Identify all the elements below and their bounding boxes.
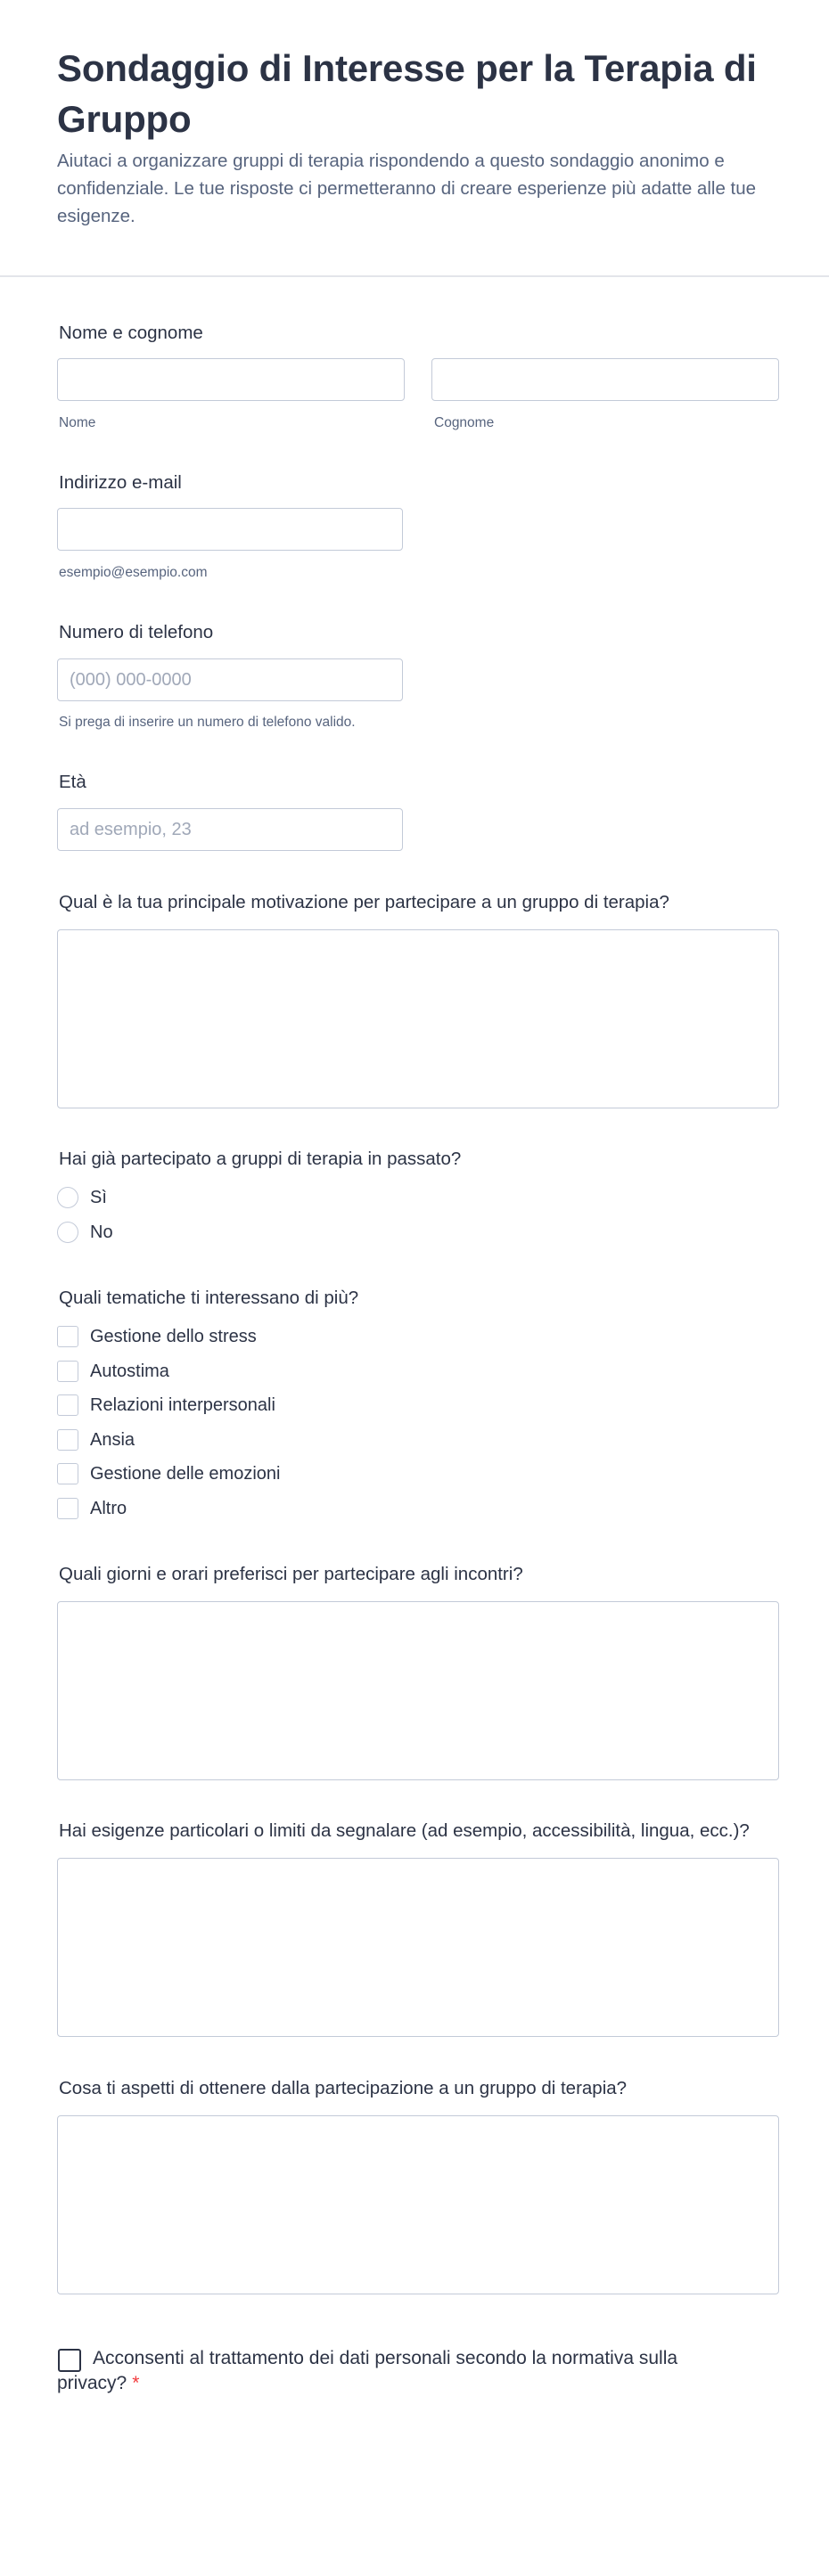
header-divider	[0, 275, 829, 277]
checkbox-option-label: Gestione delle emozioni	[90, 1464, 281, 1484]
form-header	[57, 43, 770, 230]
first-name-sublabel: Nome	[59, 415, 96, 430]
expectations-textarea[interactable]	[57, 2115, 779, 2294]
checkbox-option-label: Autostima	[90, 1362, 169, 1381]
checkbox-option-label: Ansia	[90, 1430, 135, 1450]
first-name-input[interactable]	[57, 358, 405, 401]
checkbox[interactable]	[57, 1429, 78, 1451]
needs-textarea[interactable]	[57, 1858, 779, 2037]
consent-label-text: Acconsenti al trattamento dei dati personali secondo la normativa sulla privacy?	[57, 2348, 678, 2393]
last-name-sublabel: Cognome	[434, 415, 495, 430]
topics-label: Quali tematiche ti interessano di più?	[59, 1288, 359, 1308]
motivation-label: Qual è la tua principale motivazione per partecipare a un gruppo di terapia?	[59, 892, 669, 912]
motivation-textarea[interactable]	[57, 929, 779, 1108]
radio-button[interactable]	[57, 1187, 78, 1208]
phone-sublabel: Si prega di inserire un numero di telefono valido.	[59, 715, 356, 730]
radio-button[interactable]	[57, 1222, 78, 1243]
age-label: Età	[59, 772, 86, 792]
radio-option-label: No	[90, 1223, 113, 1242]
email-input[interactable]	[57, 508, 403, 551]
age-input[interactable]	[57, 808, 403, 851]
phone-input[interactable]	[57, 658, 403, 701]
email-sublabel: esempio@esempio.com	[59, 565, 208, 580]
last-name-input[interactable]	[431, 358, 779, 401]
checkbox[interactable]	[57, 1463, 78, 1484]
form-description: Aiutaci a organizzare gruppi di terapia rispondendo a questo sondaggio anonimo e confidenziale. Le tue risposte ci permetteranno di creare esperienze più adatte alle tue esigenze.	[57, 151, 757, 226]
radio-option-label: Sì	[90, 1188, 107, 1207]
expectations-label: Cosa ti aspetti di ottenere dalla partecipazione a un gruppo di terapia?	[59, 2078, 628, 2098]
full-name-label: Nome e cognome	[59, 323, 203, 343]
checkbox[interactable]	[57, 1498, 78, 1519]
form-title: Sondaggio di Interesse per la Terapia di Gruppo	[57, 47, 757, 140]
checkbox-option-label: Altro	[90, 1499, 127, 1518]
phone-label: Numero di telefono	[59, 622, 214, 642]
checkbox[interactable]	[57, 1394, 78, 1416]
required-mark: *	[132, 2373, 140, 2393]
checkbox-option-label: Gestione dello stress	[90, 1327, 257, 1346]
schedule-textarea[interactable]	[57, 1601, 779, 1780]
checkbox-option-label: Relazioni interpersonali	[90, 1395, 275, 1415]
past-participation-label: Hai già partecipato a gruppi di terapia in passato?	[59, 1149, 462, 1169]
schedule-label: Quali giorni e orari preferisci per partecipare agli incontri?	[59, 1564, 523, 1584]
email-label: Indirizzo e-mail	[59, 472, 182, 493]
needs-label: Hai esigenze particolari o limiti da segnalare (ad esempio, accessibilità, lingua, ecc.)?	[59, 1820, 750, 1841]
consent-label	[57, 2346, 735, 2396]
checkbox[interactable]	[57, 1326, 78, 1347]
checkbox[interactable]	[57, 1361, 78, 1382]
